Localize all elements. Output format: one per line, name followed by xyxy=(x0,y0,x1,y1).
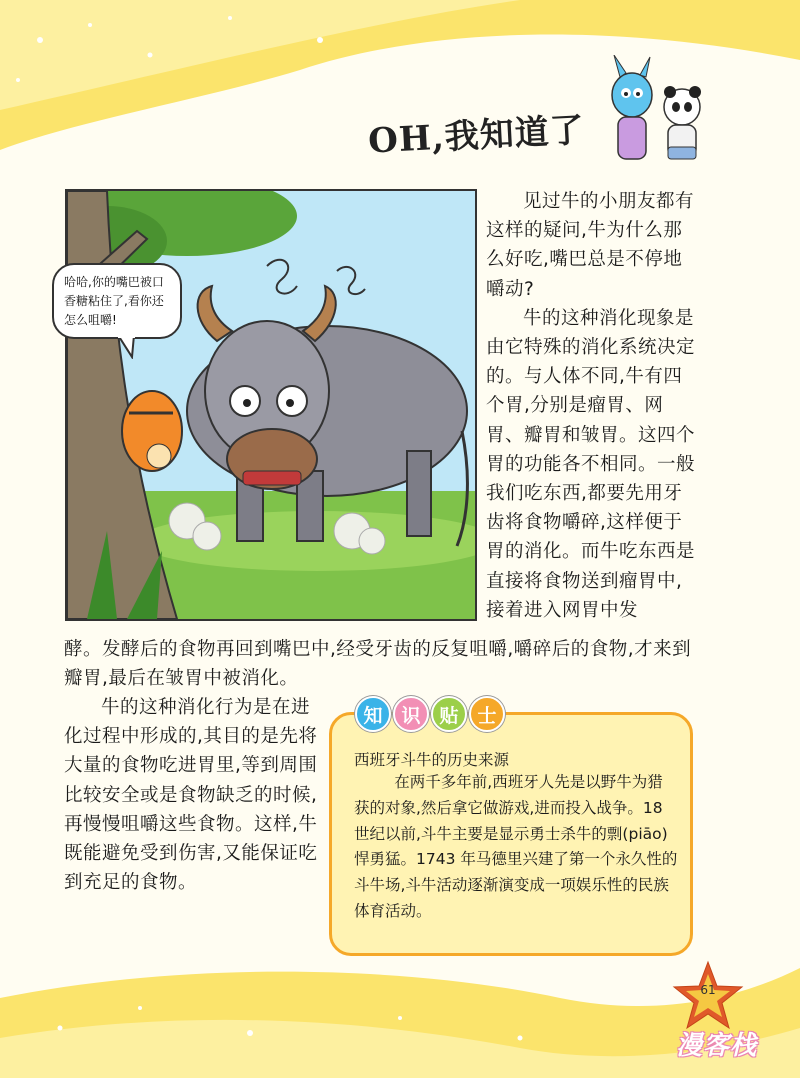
knowledge-tips-heading xyxy=(355,696,505,732)
article-paragraph-2: 牛的这种消化现象是由它特殊的消化系统决定的。与人体不同,牛有四个胃,分别是瘤胃、网胃、瓣胃和皱胃。这四个胃的功能各不相同。一般我们吃东西,都要先用牙齿将食物嚼碎,这样便于胃的消化。而牛吃东西是直接将食物送到瘤胃中,接着进入网胃中发 xyxy=(486,307,696,621)
article-right-column xyxy=(486,187,698,625)
article-paragraph-1: 见过牛的小朋友都有这样的疑问,牛为什么那么好吃,嘴巴总是不停地嚼动? xyxy=(486,191,695,300)
tips-title: 西班牙斗牛的历史来源 xyxy=(354,751,510,769)
tips-heading-char: 贴 xyxy=(431,696,467,732)
tips-heading-char: 士 xyxy=(469,696,505,732)
tips-heading-char: 知 xyxy=(355,696,391,732)
page-number: 61 xyxy=(700,983,716,997)
comic-panel xyxy=(65,189,477,621)
tips-body xyxy=(354,770,678,925)
article-paragraph-3: 牛的这种消化行为是在进化过程中形成的,其目的是先将大量的食物吃进胃里,等到周围比较安全或是食物缺乏的时候,再慢慢咀嚼这些食物。这样,牛既能避免受到伤害,又能保证吃到充足的食物。 xyxy=(64,697,318,894)
page-title: OH,我知道了 xyxy=(367,110,586,162)
tips-heading-char: 识 xyxy=(393,696,429,732)
tips-paragraph: 在两千多年前,西班牙人先是以野牛为猎获的对象,然后拿它做游戏,进而投入战争。18 世纪以前,斗牛主要是显示勇士杀牛的剽(piāo)悍勇猛。1743 年马德里兴建了第一个永久性的斗牛场,斗牛活动逐渐演变成一项娱乐性的民族体育活动。 xyxy=(354,773,678,920)
speech-bubble-tail xyxy=(118,335,138,359)
mascot-illustration xyxy=(600,55,715,170)
article-paragraph-2-continued: 酵。发酵后的食物再回到嘴巴中,经受牙齿的反复咀嚼,嚼碎后的食物,才来到瓣胃,最后在皱胃中被消化。 xyxy=(64,639,692,690)
speech-bubble: 哈哈,你的嘴巴被口香糖粘住了,看你还怎么咀嚼! xyxy=(52,263,182,339)
bull-comic-illustration xyxy=(67,191,475,619)
article-left-column xyxy=(64,693,322,897)
article-continuation xyxy=(64,635,700,693)
watermark: 漫客栈 xyxy=(676,1031,758,1061)
